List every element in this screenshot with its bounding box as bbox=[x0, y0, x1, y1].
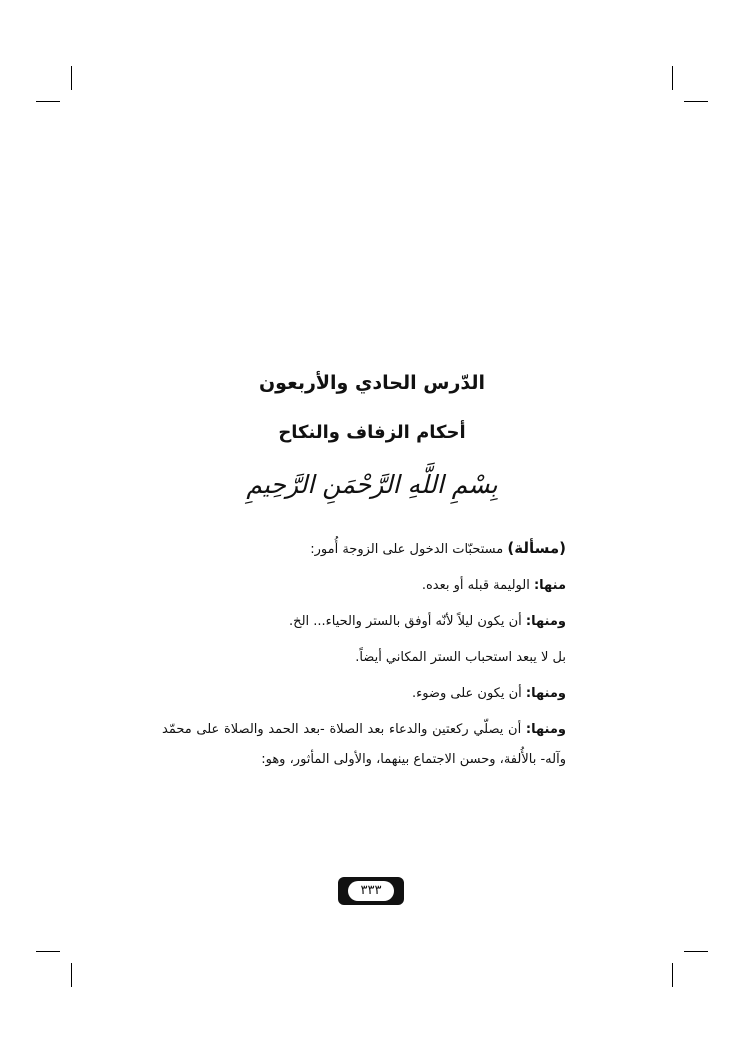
paragraph-text: أن يكون ليلاً لأنّه أوفق بالستر والحياء... الخ. bbox=[289, 614, 526, 629]
crop-mark-bottom-left-vertical bbox=[71, 963, 72, 987]
paragraph-lead: ومنها: bbox=[525, 686, 566, 701]
paragraph-night bbox=[162, 604, 566, 640]
paragraph-lead: منها: bbox=[533, 578, 566, 593]
crop-mark-top-left-horizontal bbox=[36, 101, 60, 102]
paragraph-text: أن يصلّي ركعتين والدعاء بعد الصلاة -بعد الحمد والصلاة على محمّد وآله- بالأُلفة، وحسن الاجتماع بينهما، والأولى المأثور، وهو: bbox=[162, 722, 566, 767]
lesson-title: الدّرس الحادي والأربعون bbox=[258, 372, 486, 394]
page-number: ٣٣٣ bbox=[348, 881, 394, 901]
paragraph-satr bbox=[162, 640, 566, 676]
crop-mark-bottom-right-vertical bbox=[672, 963, 673, 987]
paragraph-text: الوليمة قبله أو بعده. bbox=[421, 578, 534, 593]
crop-mark-top-right-vertical bbox=[672, 66, 673, 90]
body-text bbox=[162, 530, 566, 775]
lesson-subtitle: أحكام الزفاف والنكاح bbox=[278, 422, 466, 443]
paragraph-text: بل لا يبعد استحباب الستر المكاني أيضاً. bbox=[355, 650, 566, 665]
paragraph-lead: ومنها: bbox=[525, 722, 566, 737]
crop-mark-bottom-right-horizontal bbox=[684, 951, 708, 952]
paragraph-lead: (مسألة) bbox=[507, 539, 566, 557]
paragraph-text: أن يكون على وضوء. bbox=[411, 686, 526, 701]
basmala-calligraphy: بِسْمِ اللَّهِ الرَّحْمَنِ الرَّحِيمِ bbox=[246, 470, 498, 499]
paragraph-text: مستحبّات الدخول على الزوجة أُمور: bbox=[310, 542, 508, 557]
paragraph-walima bbox=[162, 568, 566, 604]
crop-mark-top-right-horizontal bbox=[684, 101, 708, 102]
paragraph-wudu bbox=[162, 676, 566, 712]
crop-mark-bottom-left-horizontal bbox=[36, 951, 60, 952]
crop-mark-top-left-vertical bbox=[71, 66, 72, 90]
paragraph-prayer bbox=[162, 715, 566, 775]
paragraph-lead: ومنها: bbox=[525, 614, 566, 629]
page-number-frame bbox=[338, 877, 404, 905]
paragraph-masala bbox=[162, 530, 566, 568]
